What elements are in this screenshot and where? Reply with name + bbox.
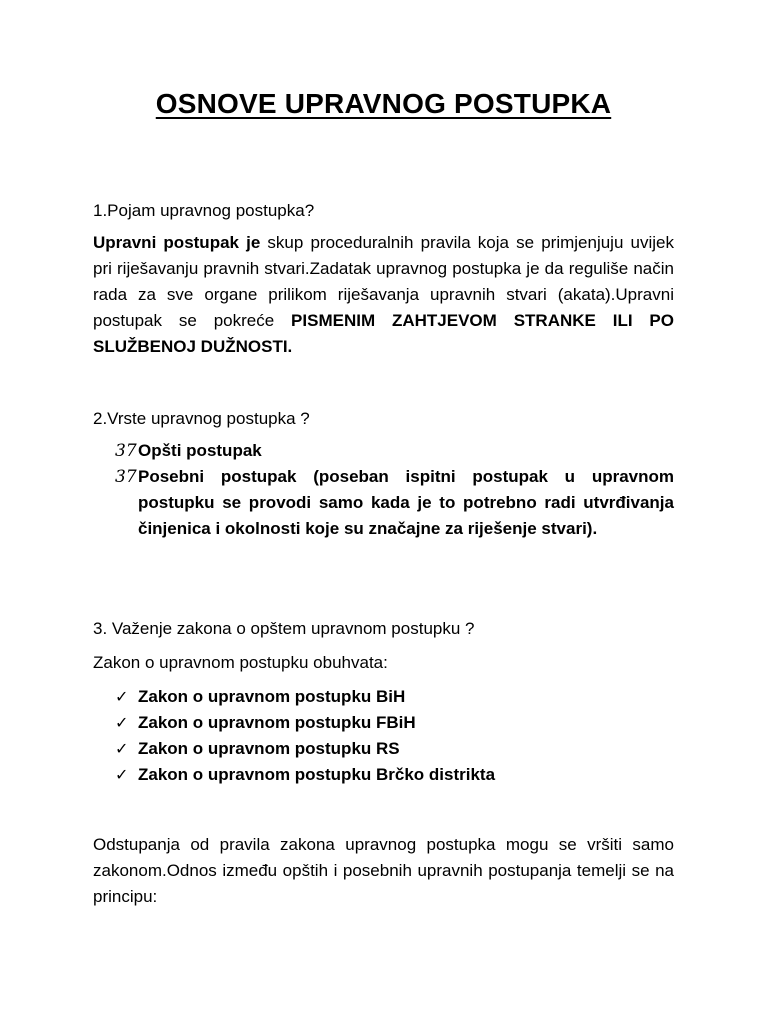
checklist-item-text: Zakon o upravnom postupku FBiH bbox=[138, 713, 416, 732]
procedure-types-list bbox=[115, 438, 674, 542]
paragraph-bold-lead: Upravni postupak je bbox=[93, 233, 261, 252]
list-marker: 37 bbox=[115, 441, 137, 461]
checklist-item bbox=[115, 710, 674, 736]
checklist-item-text: Zakon o upravnom postupku BiH bbox=[138, 687, 406, 706]
paragraph-text: skup proceduralnih pravila koja se primjenjuju uvijek pri riješavanju pravnih stvari.Zadatak upravnog postupka je da reguliše način rada za sve organe prilikom riješavanja upravnih stvari (akata).Upravni postupak se pokreće bbox=[93, 233, 674, 330]
checkmark-icon: ✓ bbox=[115, 687, 129, 706]
question-3-heading: 3. Važenje zakona o opštem upravnom postupku ? bbox=[93, 619, 475, 638]
laws-checklist bbox=[115, 684, 674, 788]
question-1-heading: 1.Pojam upravnog postupka? bbox=[93, 201, 315, 220]
list-item-text: Opšti postupak bbox=[138, 441, 262, 460]
list-item bbox=[115, 438, 674, 464]
checkmark-icon: ✓ bbox=[115, 713, 129, 732]
list-marker: 37 bbox=[115, 467, 137, 487]
checklist-item-text: Zakon o upravnom postupku Brčko distrikta bbox=[138, 765, 496, 784]
checkmark-icon: ✓ bbox=[115, 739, 129, 758]
question-2-heading: 2.Vrste upravnog postupka ? bbox=[93, 409, 310, 428]
checklist-item bbox=[115, 762, 674, 788]
list-item bbox=[115, 464, 674, 542]
checklist-item bbox=[115, 684, 674, 710]
list-item-text: Posebni postupak (poseban ispitni postupak u upravnom postupku se provodi samo kada je to potrebno radi utvrđivanja činjenica i okolnosti koje su značajne za riješenje stvari). bbox=[138, 467, 674, 538]
paragraph-bold-tail: PISMENIM ZAHTJEVOM STRANKE ILI PO SLUŽBENOJ DUŽNOSTI. bbox=[93, 311, 674, 356]
question-1-paragraph bbox=[93, 230, 674, 360]
checkmark-icon: ✓ bbox=[115, 765, 129, 784]
checklist-item bbox=[115, 736, 674, 762]
checklist-item-text: Zakon o upravnom postupku RS bbox=[138, 739, 400, 758]
document-page bbox=[93, 0, 674, 1024]
closing-paragraph: Odstupanja od pravila zakona upravnog postupka mogu se vršiti samo zakonom.Odnos između opštih i posebnih upravnih postupanja temelji se na principu: bbox=[93, 835, 674, 906]
question-3-intro: Zakon o upravnom postupku obuhvata: bbox=[93, 653, 388, 672]
page-title: OSNOVE UPRAVNOG POSTUPKA bbox=[155, 88, 612, 119]
